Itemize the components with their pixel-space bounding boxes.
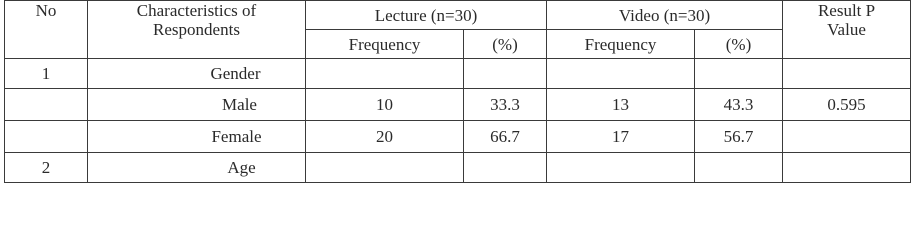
cell-p-value: 0.595	[783, 89, 911, 121]
cell-video-percent	[695, 153, 783, 183]
cell-characteristic-label: Age	[227, 158, 256, 177]
header-video-frequency-label: Frequency	[584, 34, 657, 54]
cell-p-value	[783, 153, 911, 183]
cell-lecture-percent: 33.3	[464, 89, 547, 121]
header-lecture-label: Lecture (n=30)	[374, 5, 478, 25]
header-no-label: No	[35, 1, 57, 20]
cell-characteristic	[88, 153, 306, 183]
header-characteristics	[88, 1, 306, 59]
cell-lecture-frequency: 20	[306, 121, 464, 153]
cell-lecture-frequency: 10	[306, 89, 464, 121]
header-row-1	[5, 1, 911, 30]
table-row	[5, 89, 911, 121]
cell-no	[5, 121, 88, 153]
header-no	[5, 1, 88, 59]
header-result-p-value	[783, 1, 911, 59]
header-characteristics-line1: Characteristics of	[136, 1, 257, 20]
cell-characteristic-label: Male	[222, 95, 257, 114]
cell-p-value	[783, 59, 911, 89]
cell-no: 1	[5, 59, 88, 89]
cell-video-percent	[695, 59, 783, 89]
cell-video-percent: 43.3	[695, 89, 783, 121]
header-result-line2: Value	[827, 20, 866, 39]
header-result-line1: Result P	[817, 1, 876, 20]
cell-video-frequency	[547, 153, 695, 183]
table-row	[5, 59, 911, 89]
cell-characteristic-label: Gender	[210, 64, 261, 83]
header-lecture-percent	[464, 30, 547, 59]
table-row	[5, 121, 911, 153]
cell-video-frequency: 13	[547, 89, 695, 121]
table-row	[5, 153, 911, 183]
cell-lecture-percent: 66.7	[464, 121, 547, 153]
cell-characteristic	[88, 59, 306, 89]
cell-video-frequency	[547, 59, 695, 89]
cell-lecture-percent	[464, 153, 547, 183]
header-video-label: Video (n=30)	[618, 5, 711, 25]
cell-video-frequency: 17	[547, 121, 695, 153]
respondent-characteristics-table	[4, 0, 911, 183]
cell-no: 2	[5, 153, 88, 183]
header-lecture	[306, 1, 547, 30]
header-video-frequency	[547, 30, 695, 59]
cell-no	[5, 89, 88, 121]
cell-video-percent: 56.7	[695, 121, 783, 153]
cell-characteristic-label: Female	[211, 127, 262, 146]
header-video	[547, 1, 783, 30]
cell-characteristic	[88, 121, 306, 153]
header-lecture-percent-label: (%)	[492, 34, 518, 54]
cell-p-value	[783, 121, 911, 153]
header-video-percent-label: (%)	[725, 34, 752, 54]
header-lecture-frequency	[306, 30, 464, 59]
header-lecture-frequency-label: Frequency	[348, 34, 421, 54]
cell-lecture-frequency	[306, 153, 464, 183]
cell-characteristic	[88, 89, 306, 121]
header-video-percent	[695, 30, 783, 59]
cell-lecture-frequency	[306, 59, 464, 89]
header-characteristics-line2: Respondents	[153, 20, 240, 39]
cell-lecture-percent	[464, 59, 547, 89]
